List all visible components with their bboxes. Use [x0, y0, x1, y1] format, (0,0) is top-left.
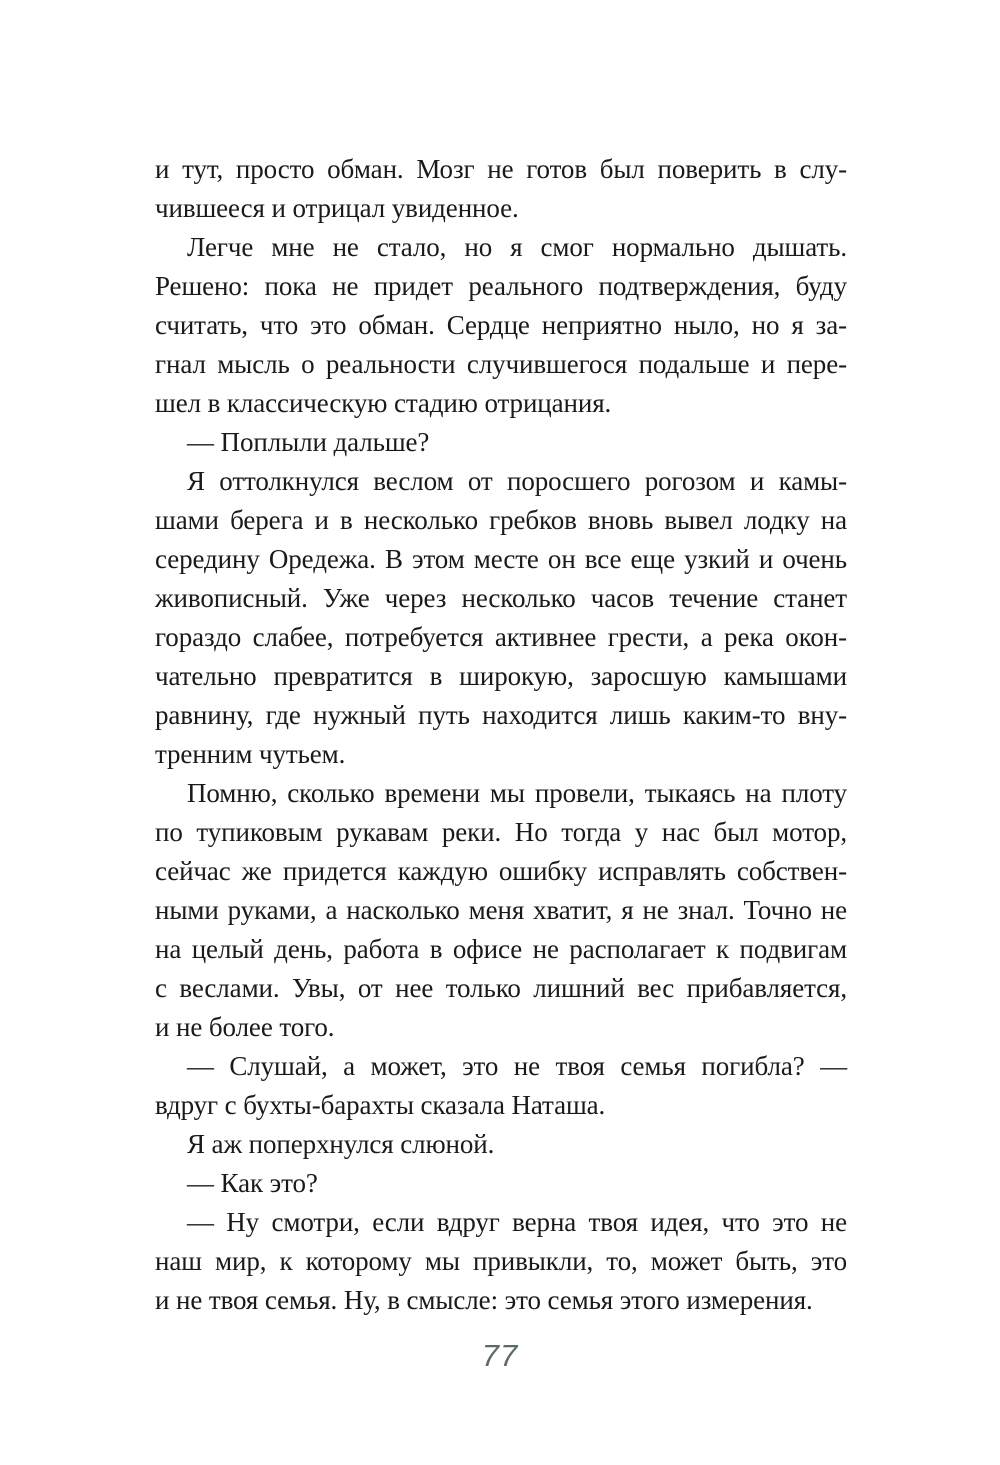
text-line: наш мир, к которому мы привыкли, то, может быть, это [155, 1246, 847, 1276]
text-line: и не более того. [155, 1012, 335, 1042]
text-line: и не твоя семья. Ну, в смысле: это семья этого измерения. [155, 1285, 813, 1315]
text-line: с веслами. Увы, от нее только лишний вес прибавляется, [155, 973, 847, 1003]
text-line: ными руками, а насколько меня хватит, я не знал. Точно не [155, 895, 847, 925]
text-line: — Поплыли дальше? [187, 427, 430, 457]
text-line: Я оттолкнулся веслом от поросшего рогозом и камы- [187, 466, 847, 496]
text-line: — Слушай, а может, это не твоя семья погибла? — [187, 1051, 847, 1081]
text-line: чательно превратится в широкую, заросшую камышами [155, 661, 847, 691]
text-line: на целый день, работа в офисе не располагает к подвигам [155, 934, 847, 964]
text-line: шел в классическую стадию отрицания. [155, 388, 612, 418]
text-line: — Ну смотри, если вдруг верна твоя идея, что это не [187, 1207, 847, 1237]
text-line: считать, что это обман. Сердце неприятно ныло, но я за- [155, 310, 847, 340]
text-line: равнину, где нужный путь находится лишь каким-то вну- [155, 700, 847, 730]
text-line: гораздо слабее, потребуется активнее грести, а река окон- [155, 622, 847, 652]
text-line: — Как это? [187, 1168, 318, 1198]
text-line: Помню, сколько времени мы провели, тыкаясь на плоту [187, 778, 847, 808]
text-line: гнал мысль о реальности случившегося подальше и пере- [155, 349, 847, 379]
text-line: и тут, просто обман. Мозг не готов был поверить в слу- [155, 154, 847, 184]
text-line: тренним чутьем. [155, 739, 346, 769]
text-line: вдруг с бухты-барахты сказала Наташа. [155, 1090, 606, 1120]
text-line: Легче мне не стало, но я смог нормально дышать. [187, 232, 847, 262]
text-line: середину Оредежа. В этом месте он все еще узкий и очень [155, 544, 847, 574]
text-line: шами берега и в несколько гребков вновь вывел лодку на [155, 505, 847, 535]
page-number: 77 [481, 1338, 519, 1373]
text-line: Я аж поперхнулся слюной. [187, 1129, 495, 1159]
text-line: Решено: пока не придет реального подтверждения, буду [155, 271, 847, 301]
text-line: по тупиковым рукавам реки. Но тогда у нас был мотор, [155, 817, 847, 847]
text-line: чившееся и отрицал увиденное. [155, 193, 519, 223]
text-line: сейчас же придется каждую ошибку исправлять собствен- [155, 856, 847, 886]
text-line: живописный. Уже через несколько часов течение станет [155, 583, 847, 613]
body-text [155, 150, 847, 1320]
